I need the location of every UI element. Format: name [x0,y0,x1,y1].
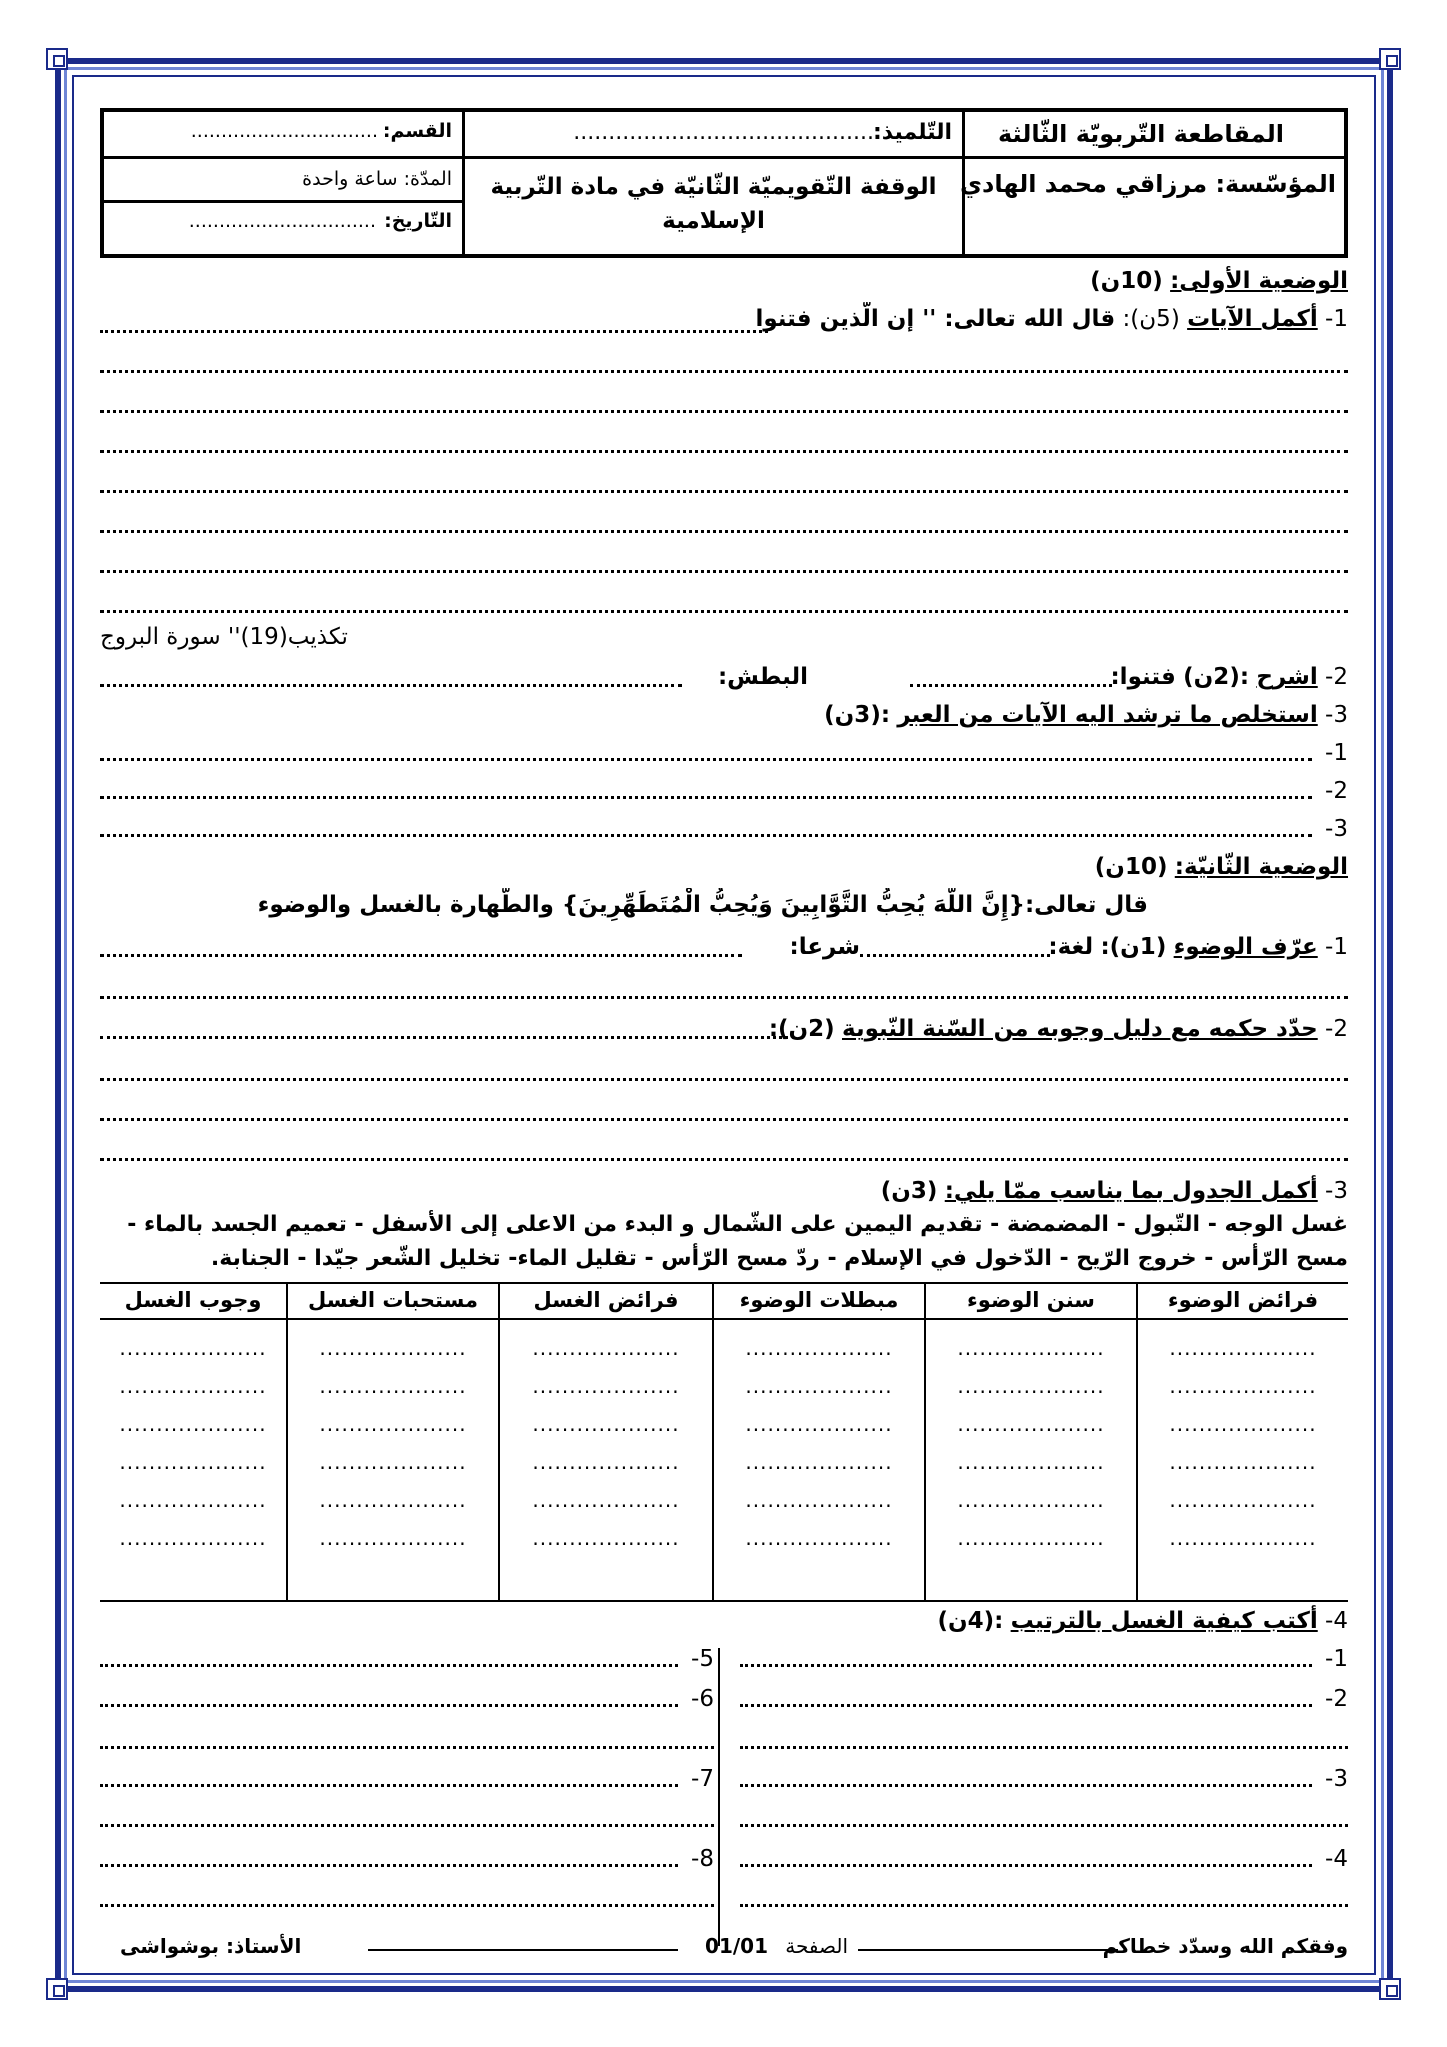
footer-rule [858,1949,1118,1951]
q2-word2-wrap [688,660,808,694]
table-answer-cell[interactable]: .................... [745,1450,893,1474]
footer-wish: وفقكم الله وسدّد خطاكم [1102,1934,1348,1958]
table-header-cell: فرائض الوضوء [1167,1288,1319,1312]
page-footer [100,1934,1348,1964]
table-header-cell: سنن الوضوء [967,1288,1095,1312]
answer-line[interactable] [100,796,1312,799]
table-answer-cell[interactable]: .................... [319,1450,467,1474]
answer-line[interactable] [100,1904,714,1907]
q4-step-6 [100,1682,714,1716]
answer-line[interactable] [100,1704,678,1707]
answer-line[interactable] [100,450,1348,453]
class-field[interactable]: ............................... [190,120,378,142]
answer-line[interactable] [740,1904,1348,1907]
q4-step-5 [100,1642,714,1676]
table-answer-cell[interactable]: .................... [532,1450,680,1474]
s2-q4-number: 4- [1325,1608,1348,1634]
answer-line[interactable] [740,1746,1348,1749]
q4-step-8 [100,1842,714,1876]
table-header-cell: مستحبات الغسل [308,1288,478,1312]
q3-points: :(3ن) [824,702,891,728]
s2-q1-shar-wrap [740,930,860,964]
s2-q4-label: أكتب كيفية الغسل بالترتيب [1010,1608,1318,1634]
s2-q1-shar: شرعا: [789,934,860,960]
answer-line[interactable] [100,1864,678,1867]
q3-item-1 [100,736,1348,770]
q2-number: 2- [1325,664,1348,690]
q3-label: استخلص ما ترشد اليه الآيات من العبر [897,702,1318,728]
answer-line[interactable] [740,1704,1312,1707]
table-answer-cell[interactable]: .................... [745,1374,893,1398]
date-label: التّاريخ: [384,210,452,232]
situation2-q4 [100,1604,1348,1638]
step-number: 2- [1325,1686,1348,1712]
table-answer-cell[interactable]: .................... [745,1412,893,1436]
q1-points: (5ن): [1122,306,1180,332]
q2-points: :(2ن) [1183,664,1250,690]
answer-line[interactable] [100,1746,714,1749]
table-column [100,1284,286,1600]
answer-line[interactable] [100,834,1312,837]
table-answer-cell[interactable]: .................... [119,1336,267,1360]
table-column [712,1284,924,1600]
s2-q1-points: (1ن): [1100,934,1167,960]
answer-line[interactable] [100,610,1348,613]
answer-line[interactable] [100,954,742,957]
corner-ornament-bottom-left [46,1978,68,2000]
step-number: 4- [1325,1846,1348,1872]
answer-line[interactable] [100,1158,1348,1161]
table-answer-cell[interactable]: .................... [1169,1374,1317,1398]
table-answer-cell[interactable]: .................... [745,1526,893,1550]
situation1-points: (10ن) [1090,268,1163,294]
step-number: 5- [691,1646,714,1672]
corner-ornament-top-right [1379,48,1401,70]
column-divider [718,1648,720,1946]
table-answer-cell[interactable]: .................... [1169,1526,1317,1550]
q1-number: 1- [1325,306,1348,332]
answer-line[interactable] [100,1664,678,1667]
s2-q3-label: أكمل الجدول بما يناسب ممّا يلي: [944,1178,1318,1204]
classification-table [100,1282,1348,1602]
q3-number: 3- [1325,702,1348,728]
table-header-cell: وجوب الغسل [124,1288,262,1312]
answer-line[interactable] [740,1784,1312,1787]
s2-q1-label: عرّف الوضوء [1173,934,1318,960]
s2-q2-points: (2ن): [768,1016,835,1042]
situation2-points: (10ن) [1094,854,1168,880]
q4-step-2 [730,1682,1348,1716]
q1-verse-start: قال الله تعالى: '' إن الّذين فتنوا [755,306,1116,332]
table-answer-cell[interactable]: .................... [119,1488,267,1512]
school-district: المقاطعة التّربويّة الثّالثة [997,120,1284,148]
table-answer-cell[interactable]: .................... [119,1526,267,1550]
class-label: القسم: [382,120,452,142]
s2-q4-points: :(4ن) [937,1608,1004,1634]
table-answer-cell[interactable]: .................... [957,1374,1105,1398]
s2-q2-number: 2- [1325,1016,1348,1042]
header-school-cell [962,112,1344,254]
situation2-heading [100,850,1348,884]
table-column [924,1284,1136,1600]
situation1-title: الوضعية الأولى: [1170,268,1348,294]
q3-item-3 [100,812,1348,846]
q4-step-1 [730,1642,1348,1676]
pupil-label: التّلميذ: [873,120,952,145]
q4-step-4 [730,1842,1348,1876]
s2-q1-number: 1- [1325,934,1348,960]
table-answer-cell[interactable]: .................... [957,1526,1105,1550]
table-column [1136,1284,1348,1600]
q4-step-7 [100,1762,714,1796]
table-answer-cell[interactable]: .................... [319,1526,467,1550]
date-field[interactable]: ............................... [188,210,376,232]
exam-sheet [100,108,1348,1968]
table-column [498,1284,712,1600]
answer-line[interactable] [740,1664,1312,1667]
verse-end-text: تكذيب(19)'' سورة البروج [100,624,348,650]
footer-page-number: 01/01 [705,1934,768,1958]
table-answer-cell[interactable]: .................... [119,1450,267,1474]
table-answer-cell[interactable]: .................... [1169,1450,1317,1474]
table-answer-cell[interactable]: .................... [119,1374,267,1398]
q3-item-number: 1- [1325,740,1348,766]
corner-ornament-bottom-right [1379,1978,1401,2000]
table-answer-cell[interactable]: .................... [119,1412,267,1436]
q3-item-2 [100,774,1348,808]
situation2-title: الوضعية الثّانيّة: [1174,854,1348,880]
table-answer-cell[interactable]: .................... [532,1336,680,1360]
answer-line[interactable] [100,684,682,687]
answer-line[interactable] [740,1824,1348,1827]
q2-word2: البطش: [717,664,808,690]
table-header-cell: مبطلات الوضوء [739,1288,899,1312]
step-number: 3- [1325,1766,1348,1792]
answer-line[interactable] [100,330,768,333]
word-bank-line1: غسل الوجه - التّبول - المضمضة - تقديم اليمين على الشّمال و البدء من الاعلى إلى الأسفل - تعميم الجسد بالماء - [127,1212,1348,1237]
table-column [286,1284,498,1600]
q3-item-number: 3- [1325,816,1348,842]
verse-end [100,620,500,654]
answer-line[interactable] [100,410,1348,413]
q2-label: اشرح [1256,664,1318,690]
answer-line[interactable] [100,1118,1348,1121]
table-answer-cell[interactable]: .................... [532,1488,680,1512]
q2-word1: فتنوا: [1110,664,1176,690]
table-answer-cell[interactable]: .................... [532,1526,680,1550]
answer-line[interactable] [100,1784,678,1787]
pupil-name-field[interactable]: ........................................... [573,120,874,145]
table-answer-cell[interactable]: .................... [1169,1412,1317,1436]
answer-line[interactable] [100,490,1348,493]
s2-q3-points: (3ن) [880,1178,938,1204]
step-number: 1- [1325,1646,1348,1672]
answer-line[interactable] [860,954,1050,957]
header-pupil-cell [462,112,962,254]
table-answer-cell[interactable]: .................... [1169,1336,1317,1360]
table-header-cell: فرائض الغسل [533,1288,679,1312]
answer-line[interactable] [100,1824,714,1827]
table-answer-cell[interactable]: .................... [957,1488,1105,1512]
answer-line[interactable] [100,1078,1348,1081]
step-number: 8- [691,1846,714,1872]
step-number: 6- [691,1686,714,1712]
answer-line[interactable] [100,570,1348,573]
q1-label: أكمل الآيات [1187,306,1318,332]
assessment-title-line2: الإسلامية [662,208,765,234]
institution-name: المؤسّسة: مرزاقي محمد الهادي [960,170,1336,198]
table-answer-cell[interactable]: .................... [957,1450,1105,1474]
situation2-q3 [100,1174,1348,1208]
s2-q2-label: حدّد حكمه مع دليل وجوبه من السّنة النّبوية [842,1016,1318,1042]
table-answer-cell[interactable]: .................... [957,1336,1105,1360]
table-answer-cell[interactable]: .................... [957,1412,1105,1436]
situation1-q3 [100,698,1348,732]
answer-line[interactable] [910,684,1112,687]
situation2-verse: قال تعالى:{إِنَّ اللَّهَ يُحِبُّ التَّوَّابِينَ وَيُحِبُّ الْمُتَطَهِّرِينَ} والطّهارة بالغسل والوضوء [257,892,1148,918]
situation2-q1 [100,930,1348,964]
s2-q3-number: 3- [1325,1178,1348,1204]
s2-q1-lang: لغة: [1048,934,1094,960]
table-answer-cell[interactable]: .................... [745,1488,893,1512]
footer-page-label: الصفحة [785,1934,848,1958]
table-answer-cell[interactable]: .................... [319,1336,467,1360]
answer-line[interactable] [100,530,1348,533]
table-answer-cell[interactable]: .................... [532,1412,680,1436]
q3-item-number: 2- [1325,778,1348,804]
table-answer-cell[interactable]: .................... [1169,1488,1317,1512]
table-answer-cell[interactable]: .................... [319,1374,467,1398]
table-answer-cell[interactable]: .................... [745,1336,893,1360]
situation1-heading [100,264,1348,298]
header-class-cell [104,112,462,254]
corner-ornament-top-left [46,48,68,70]
answer-line[interactable] [100,370,1348,373]
header-table [100,108,1348,258]
table-answer-cell[interactable]: .................... [532,1374,680,1398]
assessment-title-line1: الوقفة التّقويميّة الثّانيّة في مادة التّربية [490,174,937,200]
situation2-q2 [100,1012,1348,1046]
q4-step-3 [730,1762,1348,1796]
footer-teacher: الأستاذ: بوشواشى [120,1934,302,1958]
word-bank-line2: مسح الرّأس - خروج الرّيح - الدّخول في الإسلام - ردّ مسح الرّأس - تقليل الماء- تخليل الشّعر جيّدا - الجنابة. [210,1246,1348,1271]
table-answer-cell[interactable]: .................... [319,1412,467,1436]
answer-line[interactable] [100,996,1348,999]
answer-line[interactable] [100,758,1312,761]
answer-line[interactable] [740,1864,1312,1867]
duration-label: المدّة: ساعة واحدة [302,168,452,190]
answer-line[interactable] [100,1036,788,1039]
step-number: 7- [691,1766,714,1792]
table-answer-cell[interactable]: .................... [319,1488,467,1512]
footer-rule [368,1949,678,1951]
